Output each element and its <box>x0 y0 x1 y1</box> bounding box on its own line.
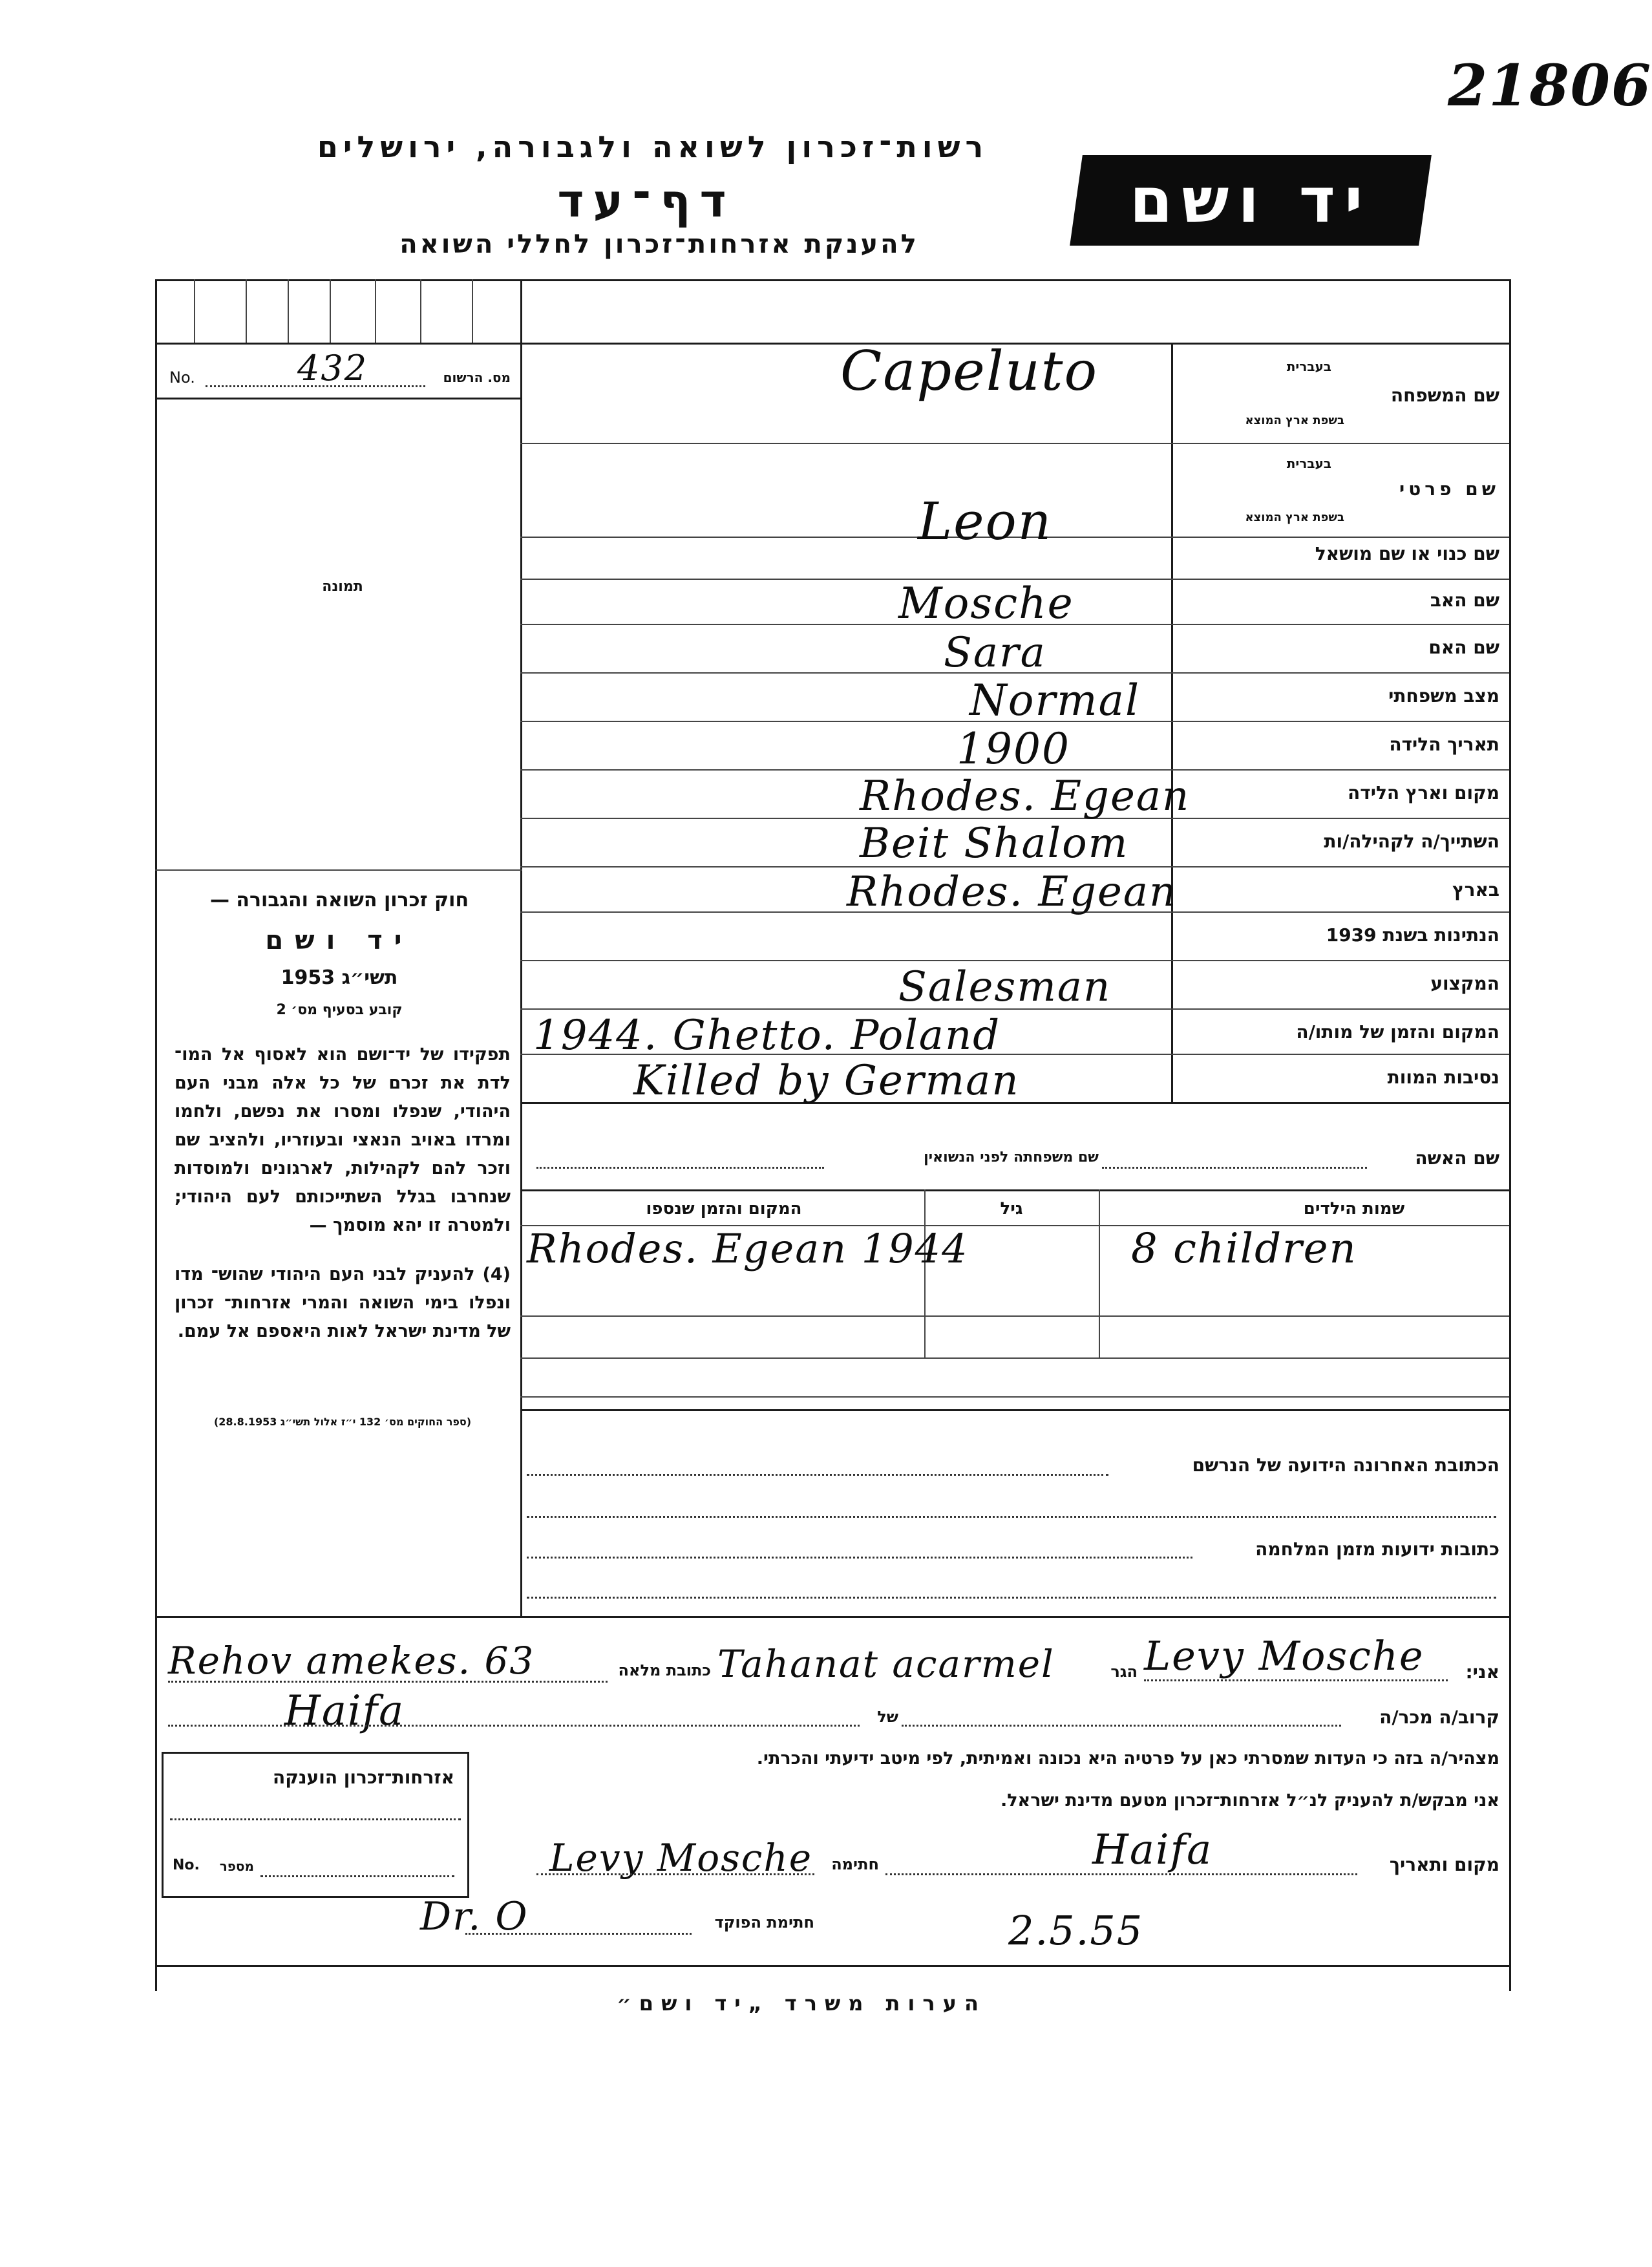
war-address-label: כתובות ידועות מזמן המלחמה <box>1255 1538 1499 1560</box>
signature-label: חתימה <box>831 1855 879 1873</box>
law-clause: קובע בסעיף מס׳ 2 <box>276 1002 403 1018</box>
community-label: השתייך/ה לקהילה/ות <box>1324 831 1499 852</box>
surname-hebrew-label: בעברית <box>1286 359 1331 374</box>
birthplace-value: Rhodes. Egean <box>860 772 1191 820</box>
last-address-label: הכתובת האחרונה הידועה של הנרשם <box>1192 1454 1499 1476</box>
birthdate-value: 1900 <box>957 724 1070 774</box>
children-place-header: המקום והזמן שנספו <box>646 1199 802 1219</box>
witness-address-value: Rehov amekes. 63 <box>168 1639 535 1683</box>
of-label: של <box>877 1708 898 1726</box>
surname-label: שם המשפחה <box>1390 385 1499 406</box>
official-signature-label: חתימת הפוקד <box>714 1913 814 1932</box>
citizenship-box-title: אזרחות־זכרון הוענקה <box>273 1767 454 1788</box>
witness-place-value: Haifa <box>1092 1826 1213 1874</box>
witness-lives-label: הגר <box>1110 1663 1138 1681</box>
father-label: שם האב <box>1430 590 1499 611</box>
law-title: חוק זכרון השואה והגבורה — <box>209 889 469 911</box>
profession-value: Salesman <box>898 963 1112 1011</box>
death-circumstances-value: Killed by German <box>633 1057 1020 1105</box>
law-year: תשי״ג 1953 <box>281 966 398 989</box>
place-date-label: מקום ותאריך <box>1389 1854 1499 1875</box>
children-place-value: Rhodes. Egean 1944 <box>527 1225 969 1272</box>
witness-signature-value: Levy Mosche <box>549 1836 813 1880</box>
firstname-hebrew-label: בעברית <box>1286 456 1331 471</box>
children-names-header: שמות הילדים <box>1303 1199 1405 1219</box>
relative-label: קרוב/ה מכר/ה <box>1379 1707 1499 1728</box>
reg-label: מס. הרשום <box>443 370 511 385</box>
photo-label: תמונה <box>322 579 363 595</box>
date-value: 2.5.55 <box>1008 1907 1144 1954</box>
marital-value: Normal <box>969 676 1141 725</box>
form-title: דף־עד <box>557 175 736 228</box>
nickname-label: שם כנוי או שם מושאל <box>1315 543 1499 564</box>
death-circumstances-label: נסיבות המוות <box>1387 1067 1499 1088</box>
citizenship-box-no-label: No. <box>173 1857 200 1873</box>
logo-text: יד ושם <box>1129 164 1372 237</box>
reg-number: 432 <box>297 348 368 388</box>
birthdate-label: תאריך הלידה <box>1389 734 1499 755</box>
declaration-text: מצהיר/ה בזה כי העדות שמסרתי כאן על פרטיה היא נכונה ואמיתית, לפי מיטב ידיעתי והכרתי. <box>756 1749 1499 1769</box>
yad-vashem-logo <box>1070 155 1432 246</box>
father-value: Mosche <box>898 579 1074 628</box>
birthplace-label: מקום וארץ הלידה <box>1348 782 1499 804</box>
authority-heading: רשות־זכרון לשואה ולגבורה, ירושלים <box>317 129 989 164</box>
form-subtitle: להענקת אזרחות־זכרון לחללי השואה <box>399 229 919 259</box>
surname-value: Capeluto <box>840 339 1099 403</box>
children-age-header: גיל <box>1000 1199 1023 1219</box>
office-notes-label: הערות משרד „יד ושם״ <box>617 1991 986 2016</box>
witness-i-label: אני: <box>1465 1661 1499 1683</box>
surname-origin-label: בשפת ארץ המוצא <box>1245 414 1344 427</box>
citizenship-granted-box <box>162 1752 469 1898</box>
children-names-value: 8 children <box>1131 1225 1357 1273</box>
law-footnote: (ספר החוקים מס׳ 132 י״ז אלול תשי״ג 28.8.1953) <box>213 1416 472 1428</box>
firstname-value: Leon <box>918 491 1053 551</box>
document-number: 21806 <box>1448 52 1652 119</box>
death-place-time-label: המקום והזמן של מותו/ה <box>1296 1021 1499 1043</box>
request-text: אני מבקש/ת להעניק לנ״ל אזרחות־זכרון מטעם מדינת ישראל. <box>1000 1791 1499 1811</box>
firstname-origin-label: בשפת ארץ המוצא <box>1245 511 1344 524</box>
law-paragraph-1: תפקידו של יד־ושם הוא לאסוף אל המו־ לדת את זכרם של כל אלה מבני העם היהודי, שנפלו ומסרו את נפשם, ולחמו ומרדו באויב הנאצי ובעוזריו, ולהציב שם וזכר להם לקהילות, לארגונים ולמוסדות שנחרבו בגלל השתייכותם לעם היהודי; ולמטרה זו יהא מוסמך — <box>175 1045 511 1235</box>
community-value: Beit Shalom <box>860 820 1129 867</box>
reg-no-label: No. <box>169 368 195 387</box>
law-paragraph-2: (4) להעניק לבני העם היהודי שהוש־ מדו ונפלו בימי השואה והמרי אזרחות־ זכרון של מדינת ישראל לאות היאספם אל עמם. <box>175 1264 511 1341</box>
death-place-time-value: 1944. Ghetto. Poland <box>533 1012 1001 1059</box>
profession-label: המקצוע <box>1430 973 1499 994</box>
wife-label: שם האשה <box>1415 1147 1499 1169</box>
witness-city-value: Haifa <box>284 1687 405 1735</box>
mother-value: Sara <box>944 629 1046 677</box>
official-signature-value: Dr. O <box>420 1894 529 1939</box>
mother-label: שם האם <box>1428 637 1499 658</box>
wife-maiden-label: שם משפחתה לפני הנשואין <box>924 1149 1099 1165</box>
citizenship-box-number-label: מספר <box>219 1858 254 1874</box>
witness-lives-value: Tahanat acarmel <box>717 1642 1055 1686</box>
witness-address-label: כתובת מלאה <box>618 1661 711 1679</box>
country-label: בארץ <box>1452 879 1499 900</box>
citizenship-label: הנתינות בשנת 1939 <box>1326 924 1499 946</box>
marital-label: מצב משפחתי <box>1388 685 1499 707</box>
firstname-label: שם פרטי <box>1399 478 1499 500</box>
witness-name-value: Levy Mosche <box>1144 1632 1424 1679</box>
law-name: יד ושם <box>265 926 414 955</box>
country-value: Rhodes. Egean <box>847 868 1178 916</box>
